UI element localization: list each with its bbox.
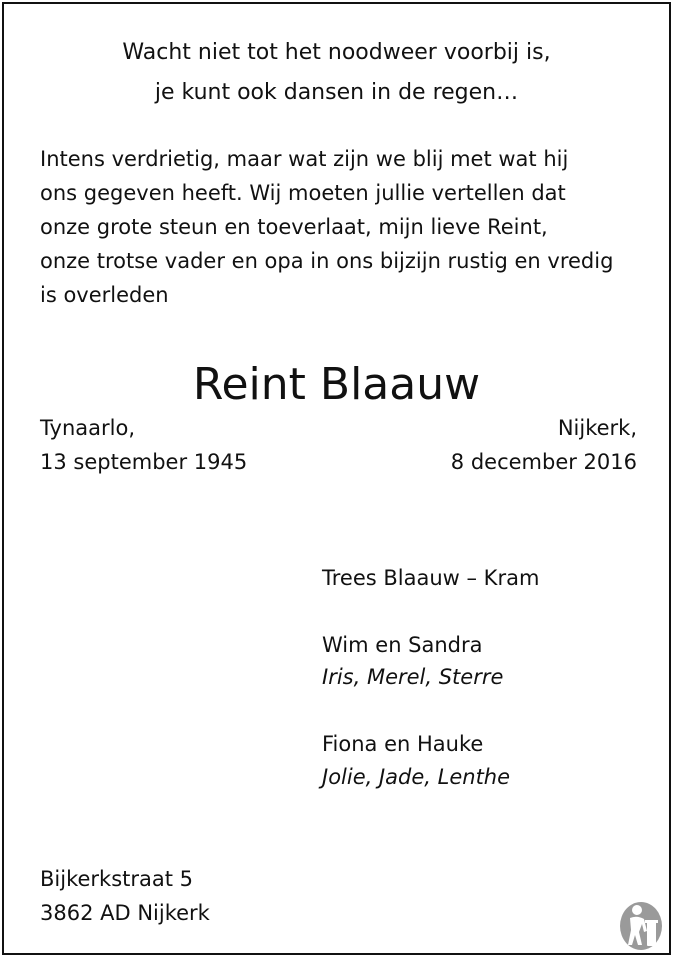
death-place: Nijkerk,	[557, 416, 637, 440]
address-city: 3862 AD Nijkerk	[40, 901, 210, 925]
deceased-name: Reint Blaauw	[192, 359, 481, 410]
intro-line-4: onze trotse vader en opa in ons bijzijn rustig en vredig	[40, 249, 614, 273]
birth-date: 13 september 1945	[40, 450, 248, 474]
intro-line-1: Intens verdrietig, maar wat zijn we blij met wat hij	[40, 147, 569, 171]
child-2-names: Fiona en Hauke	[322, 732, 484, 756]
death-date: 8 december 2016	[450, 450, 637, 474]
child-1-names: Wim en Sandra	[322, 633, 483, 657]
address-street: Bijkerkstraat 5	[40, 867, 194, 891]
intro-line-2: ons gegeven heeft. Wij moeten jullie vertellen dat	[40, 181, 566, 205]
motto-line-2: je kunt ook dansen in de regen…	[154, 80, 519, 105]
intro-line-3: onze grote steun en toeverlaat, mijn lieve Reint,	[40, 215, 548, 239]
spouse-name: Trees Blaauw – Kram	[322, 566, 540, 590]
birth-place: Tynaarlo,	[40, 416, 136, 440]
grandchildren-2-names: Jolie, Jade, Lenthe	[322, 765, 511, 789]
motto-line-1: Wacht niet tot het noodweer voorbij is,	[122, 40, 551, 65]
memorial-figure-icon	[617, 898, 665, 952]
grandchildren-1-names: Iris, Merel, Sterre	[322, 665, 504, 689]
intro-line-5: is overleden	[40, 283, 169, 307]
